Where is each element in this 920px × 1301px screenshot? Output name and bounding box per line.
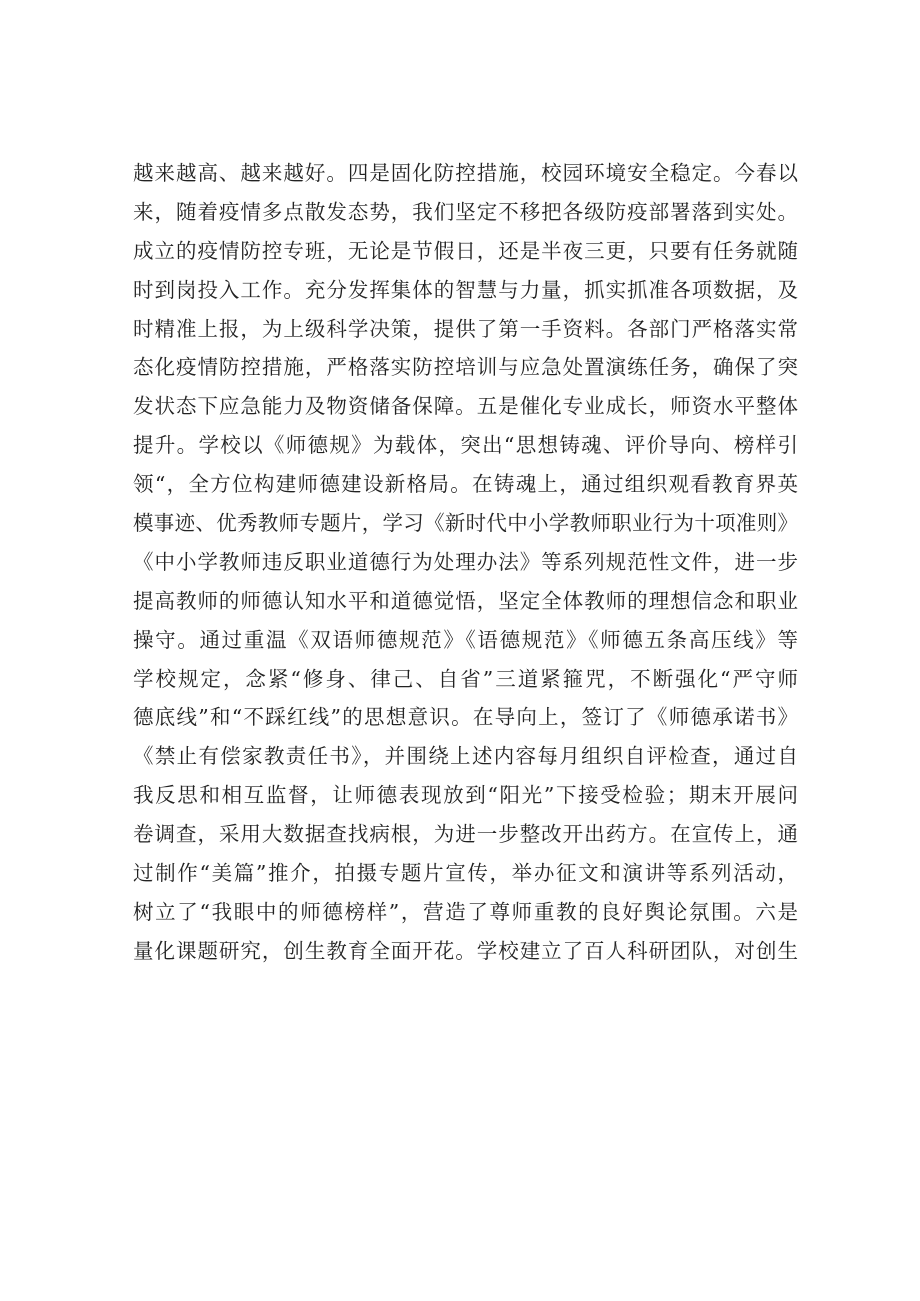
text-line-13: 操守。通过重温《双语师德规范》《语德规范》《师德五条高压线》等 [133,627,798,652]
text-line-12: 提高教师的师德认知水平和道德觉悟，坚定全体教师的理想信念和职业 [133,588,798,613]
text-line-14: 学校规定，念紧“修身、律己、自省”三道紧箍咒，不断强化“严守师 [133,666,798,691]
text-line-19: 过制作“美篇”推介，拍摄专题片宣传，举办征文和演讲等系列活动， [133,861,798,886]
body-paragraph [133,154,798,971]
text-line-20: 树立了“我眼中的师德榜样”，营造了尊师重教的良好舆论氛围。六是 [133,899,798,924]
text-line-15: 德底线”和“不踩红线”的思想意识。在导向上，签订了《师德承诺书》 [133,705,798,730]
text-line-5: 时精准上报，为上级科学决策，提供了第一手资料。各部门严格落实常 [133,316,798,341]
text-line-7: 发状态下应急能力及物资储备保障。五是催化专业成长，师资水平整体 [133,394,798,419]
text-line-6: 态化疫情防控措施，严格落实防控培训与应急处置演练任务，确保了突 [133,355,798,380]
text-line-11: 《中小学教师违反职业道德行为处理办法》等系列规范性文件，进一步 [133,549,798,574]
text-line-8: 提升。学校以《师德规》为载体，突出“思想铸魂、评价导向、榜样引 [133,433,798,458]
text-line-4: 时到岗投入工作。充分发挥集体的智慧与力量，抓实抓准各项数据，及 [133,277,798,302]
text-line-3: 成立的疫情防控专班，无论是节假日，还是半夜三更，只要有任务就随 [133,238,798,263]
text-line-2: 来，随着疫情多点散发态势，我们坚定不移把各级防疫部署落到实处。 [133,199,798,224]
text-line-17: 我反思和相互监督，让师德表现放到“阳光”下接受检验；期末开展问 [133,783,798,808]
text-line-9: 领“，全方位构建师德建设新格局。在铸魂上，通过组织观看教育界英 [133,472,798,497]
text-line-21: 量化课题研究，创生教育全面开花。学校建立了百人科研团队，对创生 [133,938,798,963]
text-line-10: 模事迹、优秀教师专题片，学习《新时代中小学教师职业行为十项准则》 [133,511,798,536]
text-line-18: 卷调查，采用大数据查找病根，为进一步整改开出药方。在宣传上，通 [133,822,798,847]
text-line-16: 《禁止有偿家教责任书》，并围绕上述内容每月组织自评检查，通过自 [133,744,798,769]
text-line-1: 越来越高、越来越好。四是固化防控措施，校园环境安全稳定。今春以 [133,161,798,185]
